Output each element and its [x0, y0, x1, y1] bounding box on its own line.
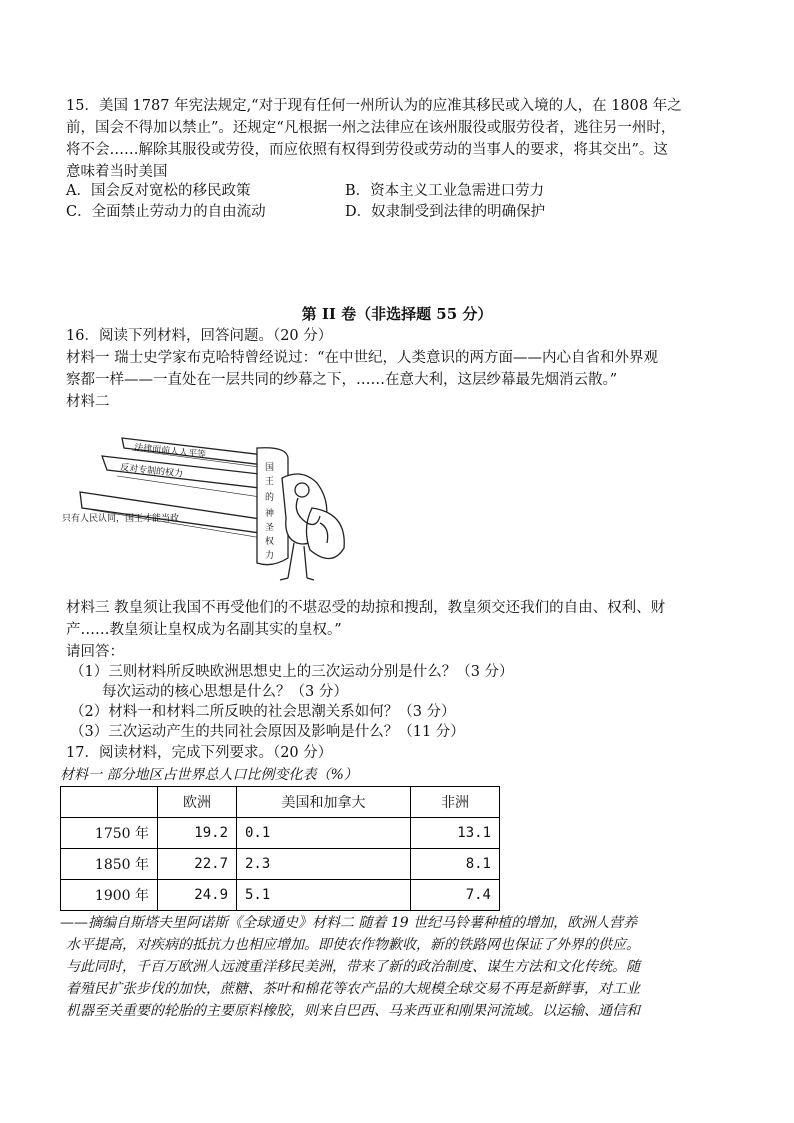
- q15-line-1: 15．美国 1787 年宪法规定,“对于现有任何一州所认为的应准其移民或入境的人，在 1808 年之: [66, 98, 682, 114]
- shield-char-4: 神: [265, 509, 275, 519]
- table-row: [61, 880, 500, 911]
- q16-question-1b: 每次运动的核心思想是什么？（3 分）: [102, 684, 348, 700]
- q16-material3-line-1: 材料三 教皇须让我国不再受他们的不堪忍受的劫掠和搜刮，教皇须交还我们的自由、权利、财: [66, 600, 666, 616]
- table-header-cell: 非洲: [411, 787, 500, 818]
- q15-option-b: B．资本主义工业急需进口劳力: [345, 183, 545, 199]
- q16-material1-line-1: 材料一 瑞士史学家布克哈特曾经说过：“在中世纪，人类意识的两方面——内心自省和外界观: [66, 350, 659, 366]
- table-cell: 2.3: [237, 849, 411, 880]
- table-header-cell: [61, 787, 158, 818]
- q16-question-3: （3）三次运动产生的共同社会原因及影响是什么？（11 分）: [70, 724, 465, 740]
- table-header-row: [61, 787, 500, 818]
- q15-option-c: C．全面禁止劳动力的自由流动: [66, 204, 266, 220]
- table-header-cell: 欧洲: [158, 787, 237, 818]
- q15-option-a: A．国会反对宽松的移民政策: [66, 183, 251, 199]
- table-cell: 22.7: [158, 849, 237, 880]
- q15-option-d: D．奴隶制受到法律的明确保护: [345, 204, 546, 220]
- q17-material2-line-1: 水平提高，对疾病的抵抗力也相应增加。即使农作物歉收，新的铁路网也保证了外界的供应。: [66, 937, 640, 953]
- q17-material2-line-4: 机器至关重要的轮胎的主要原料橡胶，则来自巴西、马来西亚和刚果河流域。以运输、通信和: [66, 1003, 640, 1019]
- q17-intro: 17．阅读材料，完成下列要求。（20 分）: [66, 745, 333, 761]
- table-cell: 7.4: [411, 880, 500, 911]
- arrow-label-3: 只有人民认同，国王才能当政: [62, 514, 180, 524]
- shield-char-5: 圣: [265, 523, 275, 533]
- table-cell: 5.1: [237, 880, 411, 911]
- section-title: 第 II 卷（非选择题 55 分）: [301, 305, 493, 323]
- table-row: [61, 818, 500, 849]
- q15-line-4: 意味着当时美国: [66, 164, 168, 180]
- q17-material2-line-2: 与此同时，千百万欧洲人远渡重洋移民美洲，带来了新的政治制度、谋生方法和文化传统。随: [66, 959, 640, 975]
- table-cell: 13.1: [411, 818, 500, 849]
- q16-question-2: （2）材料一和材料二所反映的社会思潮关系如何？（3 分）: [70, 704, 456, 720]
- q16-material3-line-2: 产……教皇须让皇权成为名副其实的皇权。”: [66, 622, 342, 638]
- table-cell: 8.1: [411, 849, 500, 880]
- table-cell: 1900 年: [61, 880, 158, 911]
- table-cell: 0.1: [237, 818, 411, 849]
- q17-source-line: ——摘编自斯塔夫里阿诺斯《全球通史》材料二 随着 19 世纪马铃薯种植的增加，欧洲人营养: [60, 915, 638, 931]
- arrow-label-1: 法律面前人人平等: [133, 443, 207, 461]
- table-row: [61, 849, 500, 880]
- table-cell: 1850 年: [61, 849, 158, 880]
- table-cell: 19.2: [158, 818, 237, 849]
- q16-material1-line-2: 察都一样——一直处在一层共同的纱幕之下，……在意大利，这层纱幕最先烟消云散。”: [66, 372, 618, 388]
- arrow-beam-3: [80, 492, 267, 534]
- q16-material2-label: 材料二: [66, 394, 110, 410]
- shield-char-7: 力: [265, 551, 275, 561]
- table-cell: 1750 年: [61, 818, 158, 849]
- q15-line-2: 前，国会不得加以禁止”。还规定“凡根据一州之法律应在该州服役或服劳役者，逃往另一州时，: [66, 120, 676, 136]
- table-cell: 24.9: [158, 880, 237, 911]
- q16-intro: 16．阅读下列材料，回答问题。（20 分）: [66, 328, 333, 344]
- cartoon-figure: [62, 428, 352, 588]
- shield-char-3: 的: [265, 493, 275, 503]
- table-header-cell: 美国和加拿大: [237, 787, 411, 818]
- arrow-label-2: 反对专制的权力: [119, 463, 184, 480]
- q17-table-title: 材料一 部分地区占世界总人口比例变化表（%）: [60, 767, 358, 783]
- q15-line-3: 将不会……解除其服役或劳役，而应依照有权得到劳役或劳动的当事人的要求，将其交出”。这: [66, 142, 668, 158]
- q17-material2-line-3: 着殖民扩张步伐的加快，蔗糖、茶叶和棉花等农产品的大规模全球交易不再是新鲜事，对工业: [66, 981, 640, 997]
- shield-char-1: 国: [265, 463, 275, 473]
- q16-ask: 请回答：: [66, 644, 124, 660]
- q16-question-1: （1）三则材料所反映欧洲思想史上的三次运动分别是什么？（3 分）: [70, 664, 514, 680]
- population-table: [60, 786, 500, 911]
- shield-char-6: 权: [265, 537, 275, 547]
- shield-char-2: 王: [265, 477, 275, 487]
